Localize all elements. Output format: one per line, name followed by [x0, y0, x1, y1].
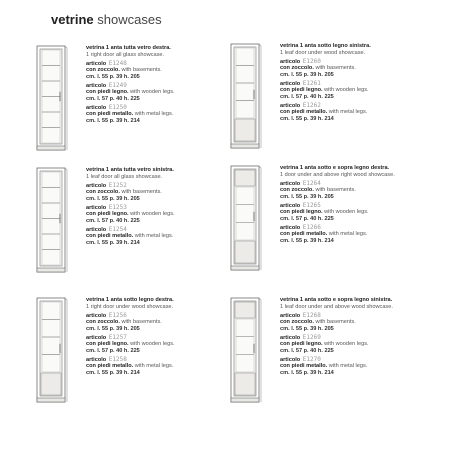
- variant-dimensions: cm. l. 55 p. 39 h. 205: [86, 73, 140, 80]
- product-description: [280, 297, 440, 376]
- article-label: articolo: [280, 58, 301, 65]
- variant-dimensions: cm. l. 57 p. 40 h. 225: [280, 93, 334, 100]
- product-description: [86, 297, 246, 376]
- variant-base-english: with wooden legs.: [128, 211, 175, 217]
- article-label: articolo: [280, 312, 301, 319]
- variant-base-italian: con piedi metallo.: [280, 109, 328, 115]
- variant-base-english: with basements.: [313, 319, 356, 325]
- product-variant: [86, 83, 246, 103]
- article-label: articolo: [280, 224, 301, 231]
- article-label: articolo: [86, 334, 107, 341]
- article-code: E1252: [108, 181, 127, 189]
- cabinet-drawing: [229, 43, 265, 151]
- product-variant: [86, 227, 246, 247]
- variant-base-italian: con zoccolo.: [86, 319, 120, 325]
- product-variant: [280, 335, 440, 355]
- cabinet-basement: [231, 266, 259, 270]
- variant-base-english: with wooden legs.: [128, 341, 175, 347]
- cabinet-drawing: [229, 165, 265, 273]
- variant-base-english: with wooden legs.: [322, 209, 369, 215]
- variant-base-italian: con piedi legno.: [86, 89, 129, 95]
- variant-dimensions: cm. l. 55 p. 39 h. 205: [280, 71, 334, 78]
- product-variant: [280, 357, 440, 377]
- product-variant: [86, 61, 246, 81]
- cabinet-drawing: [35, 167, 71, 275]
- product-card: [229, 43, 429, 163]
- cabinet-basement: [37, 268, 65, 272]
- product-variant: [280, 313, 440, 333]
- variant-base-italian: con piedi legno.: [280, 209, 323, 215]
- article-label: articolo: [280, 356, 301, 363]
- article-label: articolo: [280, 202, 301, 209]
- article-code: E1261: [302, 79, 321, 87]
- wood-panel-top: [235, 302, 255, 318]
- product-card: [229, 297, 429, 417]
- cabinet-basement: [231, 144, 259, 148]
- article-label: articolo: [86, 356, 107, 363]
- variant-base-italian: con zoccolo.: [280, 187, 314, 193]
- article-label: articolo: [280, 334, 301, 341]
- cabinet-drawing: [35, 45, 71, 153]
- glass-pane: [236, 187, 254, 240]
- variant-dimensions: cm. l. 55 p. 39 h. 214: [86, 117, 140, 124]
- article-code: E1260: [302, 57, 321, 65]
- cabinet-basement: [231, 398, 259, 402]
- variant-base-italian: con piedi legno.: [86, 211, 129, 217]
- variant-base-english: with metal legs.: [327, 363, 368, 369]
- variant-base-english: with basements.: [313, 65, 356, 71]
- article-code: E1264: [302, 179, 321, 187]
- product-name: vetrina 1 anta sotto e sopra legno destra.: [280, 165, 390, 171]
- article-code: E1256: [108, 311, 127, 319]
- product-card: [35, 297, 235, 417]
- wood-panel-top: [235, 170, 255, 186]
- product-variant: [280, 225, 440, 245]
- article-code: E1248: [108, 59, 127, 67]
- product-variant: [280, 103, 440, 123]
- article-code: E1268: [302, 311, 321, 319]
- product-card: [229, 165, 429, 285]
- variant-base-italian: con piedi legno.: [280, 87, 323, 93]
- page-title: [51, 12, 162, 27]
- variant-base-english: with metal legs.: [133, 363, 174, 369]
- variant-base-english: with metal legs.: [327, 231, 368, 237]
- variant-base-english: with wooden legs.: [322, 341, 369, 347]
- product-variant: [280, 181, 440, 201]
- product-variant: [280, 59, 440, 79]
- product-variant: [86, 205, 246, 225]
- title-italian: vetrine: [51, 12, 94, 27]
- product-variant: [86, 105, 246, 125]
- variant-base-english: with metal legs.: [327, 109, 368, 115]
- product-description: [86, 45, 246, 124]
- variant-dimensions: cm. l. 57 p. 40 h. 225: [86, 217, 140, 224]
- variant-base-english: with basements.: [119, 319, 162, 325]
- product-description: [86, 167, 246, 246]
- product-variant: [86, 335, 246, 355]
- variant-dimensions: cm. l. 55 p. 39 h. 214: [280, 115, 334, 122]
- variant-dimensions: cm. l. 55 p. 39 h. 214: [280, 237, 334, 244]
- article-code: E1250: [108, 103, 127, 111]
- article-code: E1265: [302, 201, 321, 209]
- variant-dimensions: cm. l. 55 p. 39 h. 205: [86, 195, 140, 202]
- product-name-english: 1 right door under wood showcase.: [86, 303, 174, 310]
- variant-dimensions: cm. l. 55 p. 39 h. 205: [86, 325, 140, 332]
- variant-base-english: with basements.: [119, 189, 162, 195]
- variant-base-italian: con piedi metallo.: [86, 111, 134, 117]
- variant-base-italian: con piedi legno.: [280, 341, 323, 347]
- product-name-english: 1 leaf door under and above wood showcase.: [280, 303, 393, 310]
- article-code: E1269: [302, 333, 321, 341]
- wood-panel-bottom: [41, 373, 61, 395]
- variant-base-italian: con zoccolo.: [280, 65, 314, 71]
- variant-base-italian: con zoccolo.: [86, 67, 120, 73]
- title-english: showcases: [97, 12, 162, 27]
- cabinet-basement: [37, 146, 65, 150]
- article-label: articolo: [280, 102, 301, 109]
- variant-base-english: with basements.: [119, 67, 162, 73]
- wood-panel-bottom: [235, 119, 255, 141]
- product-variant: [86, 313, 246, 333]
- product-name-english: 1 right door all glass showcase.: [86, 51, 165, 58]
- variant-dimensions: cm. l. 57 p. 40 h. 225: [280, 215, 334, 222]
- article-code: E1249: [108, 81, 127, 89]
- variant-base-english: with metal legs.: [133, 233, 174, 239]
- article-label: articolo: [280, 180, 301, 187]
- article-code: E1257: [108, 333, 127, 341]
- product-variant: [280, 81, 440, 101]
- article-label: articolo: [86, 60, 107, 67]
- cabinet-drawing: [229, 297, 265, 405]
- product-name-english: 1 leaf door under wood showcase.: [280, 49, 366, 56]
- article-label: articolo: [86, 204, 107, 211]
- article-code: E1258: [108, 355, 127, 363]
- article-label: articolo: [280, 80, 301, 87]
- article-label: articolo: [86, 82, 107, 89]
- glass-pane: [236, 319, 254, 372]
- product-name: vetrina 1 anta sotto legno destra.: [86, 297, 174, 303]
- variant-dimensions: cm. l. 57 p. 40 h. 225: [280, 347, 334, 354]
- product-name-english: 1 leaf door all glass showcase.: [86, 173, 163, 180]
- product-name: vetrina 1 anta tutta vetro destra.: [86, 45, 171, 51]
- product-description: [280, 43, 440, 122]
- product-description: [280, 165, 440, 244]
- article-code: E1262: [302, 101, 321, 109]
- article-code: E1253: [108, 203, 127, 211]
- variant-base-italian: con piedi metallo.: [86, 363, 134, 369]
- variant-base-italian: con zoccolo.: [86, 189, 120, 195]
- product-name-english: 1 door under and above right wood showcase.: [280, 171, 395, 178]
- variant-dimensions: cm. l. 55 p. 39 h. 205: [280, 193, 334, 200]
- product-variant: [86, 183, 246, 203]
- product-card: [35, 45, 235, 165]
- article-label: articolo: [86, 182, 107, 189]
- cabinet-drawing: [35, 297, 71, 405]
- article-label: articolo: [86, 226, 107, 233]
- product-card: [35, 167, 235, 287]
- variant-dimensions: cm. l. 55 p. 39 h. 214: [86, 239, 140, 246]
- variant-base-italian: con piedi metallo.: [280, 231, 328, 237]
- article-label: articolo: [86, 312, 107, 319]
- article-label: articolo: [86, 104, 107, 111]
- variant-base-italian: con piedi legno.: [86, 341, 129, 347]
- product-variant: [86, 357, 246, 377]
- variant-dimensions: cm. l. 57 p. 40 h. 225: [86, 347, 140, 354]
- product-name: vetrina 1 anta sotto legno sinistra.: [280, 43, 371, 49]
- variant-base-italian: con zoccolo.: [280, 319, 314, 325]
- wood-panel-bottom: [235, 373, 255, 395]
- variant-base-english: with basements.: [313, 187, 356, 193]
- article-code: E1254: [108, 225, 127, 233]
- product-name: vetrina 1 anta sotto e sopra legno sinistra.: [280, 297, 393, 303]
- variant-base-italian: con piedi metallo.: [86, 233, 134, 239]
- variant-base-english: with wooden legs.: [322, 87, 369, 93]
- variant-base-italian: con piedi metallo.: [280, 363, 328, 369]
- variant-base-english: with metal legs.: [133, 111, 174, 117]
- article-code: E1266: [302, 223, 321, 231]
- article-code: E1270: [302, 355, 321, 363]
- product-name: vetrina 1 anta tutta vetro sinistra.: [86, 167, 174, 173]
- variant-base-english: with wooden legs.: [128, 89, 175, 95]
- wood-panel-bottom: [235, 241, 255, 263]
- variant-dimensions: cm. l. 55 p. 39 h. 205: [280, 325, 334, 332]
- cabinet-basement: [37, 398, 65, 402]
- variant-dimensions: cm. l. 57 p. 40 h. 225: [86, 95, 140, 102]
- variant-dimensions: cm. l. 55 p. 39 h. 214: [280, 369, 334, 376]
- variant-dimensions: cm. l. 55 p. 39 h. 214: [86, 369, 140, 376]
- product-variant: [280, 203, 440, 223]
